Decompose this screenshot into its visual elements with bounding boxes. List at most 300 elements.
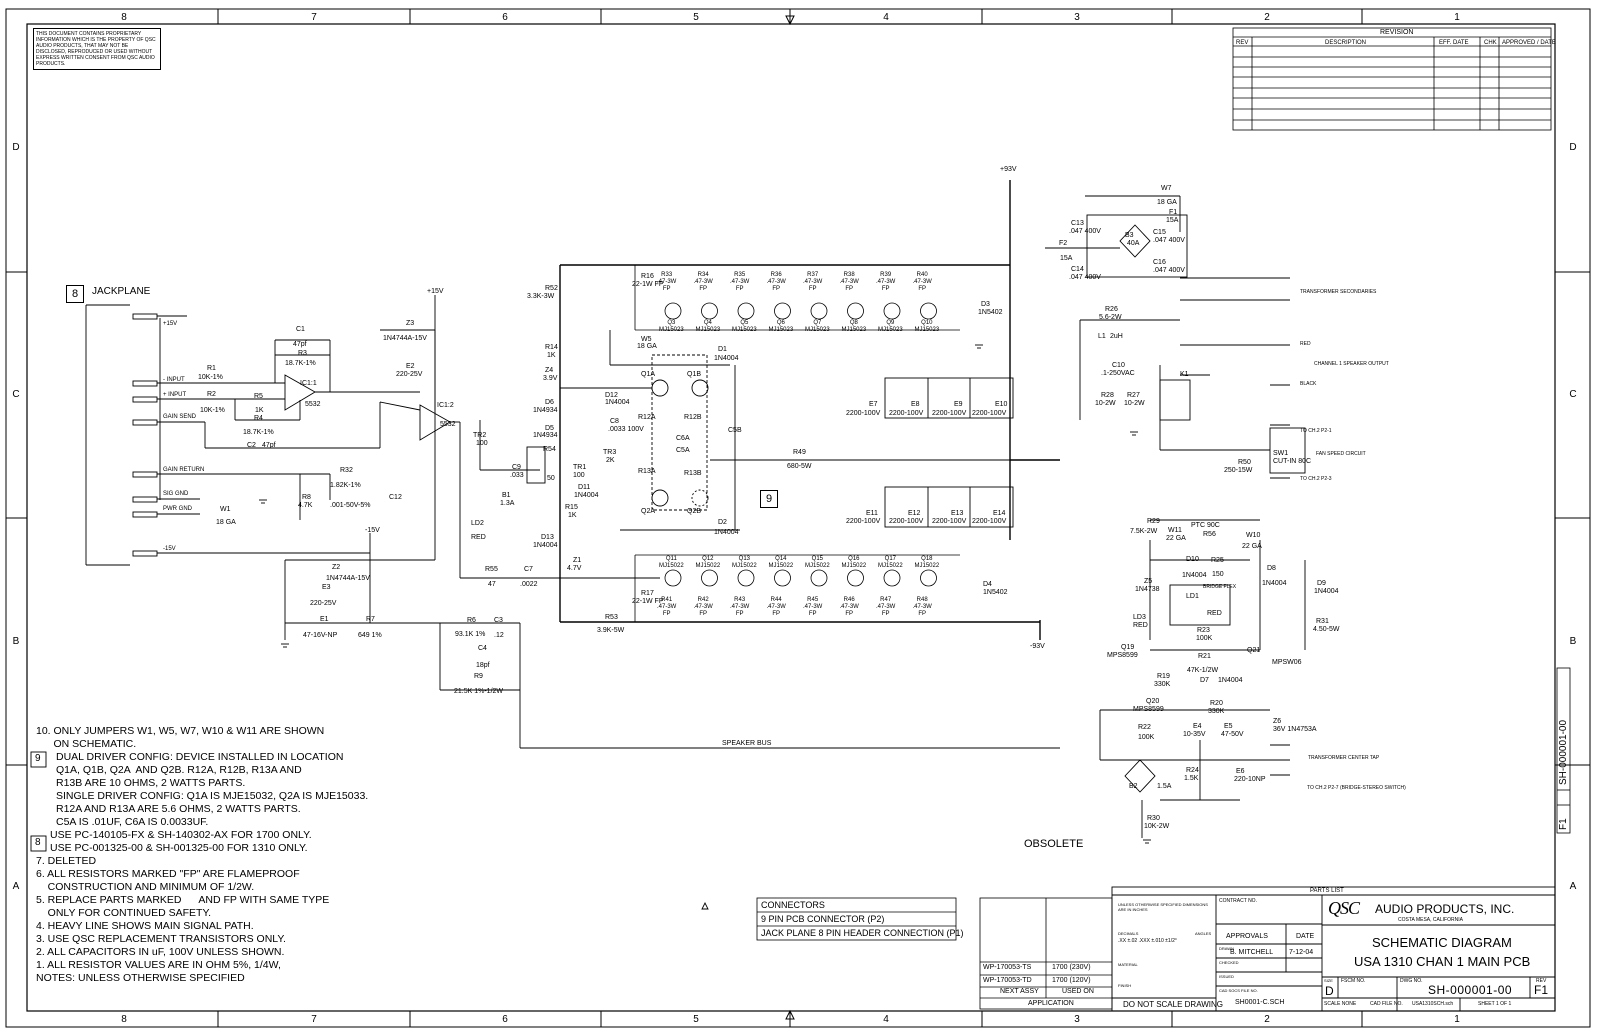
- value-d5: 1N4934: [533, 432, 558, 439]
- lower-transistor-q11: [665, 570, 681, 586]
- angles-label: ANGLES: [1195, 931, 1212, 936]
- p1-pin-sig-gnd: SIG GND: [163, 491, 189, 497]
- zone-top-3: 3: [1074, 12, 1080, 23]
- upper-transistor-q7: [811, 303, 827, 319]
- upper-transistor-q8: [848, 303, 864, 319]
- value-r20: 330K: [1208, 708, 1225, 715]
- value-r16: 22-1W FP: [632, 281, 664, 288]
- value-b2: 1.5A: [1157, 783, 1172, 790]
- lower-transistor-label-q17: Q17 MJ15022: [878, 556, 903, 569]
- upper-transistor-label-q3: Q3 MJ15023: [659, 320, 684, 333]
- label-r50: R50: [1238, 459, 1251, 466]
- upper-resistor-r37: R37 .47-3W FP: [803, 272, 823, 292]
- upper-transistor-q5: [738, 303, 754, 319]
- zone-bottom-3: 3: [1074, 1014, 1080, 1025]
- notes-header: NOTES: UNLESS OTHERWISE SPECIFIED: [36, 972, 245, 984]
- rail-minus15: -15V: [365, 527, 380, 534]
- value-c16: .047 400V: [1153, 267, 1185, 274]
- value-d3: 1N5402: [978, 309, 1003, 316]
- value-r49: 680-5W: [787, 463, 812, 470]
- zone-left-c: C: [12, 389, 20, 400]
- scale-value: SCALE NONE: [1324, 1001, 1357, 1007]
- note-9d: SINGLE DRIVER CONFIG: Q1A IS MJE15032, Q2A IS MJE15033.: [56, 790, 369, 802]
- note-9a: DUAL DRIVER CONFIG: DEVICE INSTALLED IN LOCATION: [56, 751, 344, 763]
- label-e11: E11: [866, 510, 878, 517]
- note-4: 4. HEAVY LINE SHOWS MAIN SIGNAL PATH.: [36, 920, 254, 932]
- upper-resistor-r39: R39 .47-3W FP: [876, 272, 896, 292]
- value-r26: 5.6-2W: [1099, 314, 1122, 321]
- value-c8: .0033 100V: [608, 426, 644, 433]
- zone-right-c: C: [1569, 389, 1577, 400]
- label-sw1: SW1: [1273, 450, 1289, 457]
- value-e5: 47-50V: [1221, 731, 1244, 738]
- value-e3: 220-25V: [310, 600, 337, 607]
- value-tr1: 100: [573, 472, 585, 479]
- upper-transistor-q6: [775, 303, 791, 319]
- zone-top-8: 8: [121, 12, 127, 23]
- lower-transistor-label-q18: Q18 MJ15022: [914, 556, 940, 569]
- label-z6: Z6: [1273, 718, 1282, 725]
- zone-bottom-8: 8: [121, 1014, 127, 1025]
- lower-transistor-q15: [811, 570, 827, 586]
- label-d11: D11: [578, 484, 591, 491]
- label-d7: D7: [1200, 677, 1209, 684]
- zone-bottom-1: 1: [1454, 1014, 1460, 1025]
- note-3: 3. USE QSC REPLACEMENT TRANSISTORS ONLY.: [36, 933, 286, 945]
- value-e11: 2200-100V: [846, 518, 881, 525]
- label-r12b: R12B: [684, 414, 702, 421]
- lower-transistor-label-q13: Q13 MJ15022: [732, 556, 757, 569]
- label-c16: C16: [1153, 259, 1166, 266]
- label-q19: Q19: [1121, 644, 1135, 651]
- label-w11: W11: [1168, 527, 1182, 534]
- value-c1: 47pf: [293, 341, 307, 348]
- drawn-label: DRAWN: [1219, 946, 1234, 951]
- label-q2a: Q2A: [641, 508, 656, 515]
- company-name: AUDIO PRODUCTS, INC.: [1375, 902, 1515, 916]
- label-d1: D1: [718, 346, 727, 353]
- zone-bottom-4: 4: [883, 1014, 889, 1025]
- value-ld3: RED: [1133, 622, 1148, 629]
- value-r31: 4.50-5W: [1313, 626, 1340, 633]
- upper-transistor-label-q9: Q9 MJ15023: [878, 320, 903, 333]
- value-c14: .047 400V: [1069, 274, 1101, 281]
- zone-left-b: B: [12, 636, 20, 647]
- do-not-scale: DO NOT SCALE DRAWING: [1123, 1000, 1224, 1009]
- label-d10: D10: [1186, 556, 1199, 563]
- label-r1: R1: [207, 365, 216, 372]
- value-sw1: CUT-IN 80C: [1273, 458, 1312, 465]
- value-d1: 1N4004: [714, 355, 739, 362]
- lower-transistor-q14: [775, 570, 791, 586]
- rail-minus93: -93V: [1030, 643, 1045, 650]
- value-q20: MPS8599: [1133, 706, 1164, 713]
- p2-bridge-stereo: TO CH.2 P2-7 (BRIDGE-STEREO SWITCH): [1307, 785, 1406, 791]
- label-e12: E12: [908, 510, 921, 517]
- value-e6: 220-10NP: [1234, 776, 1266, 783]
- value-ic1-1: 5532: [305, 401, 321, 408]
- drawing-number: SH-000001-00: [1428, 983, 1513, 997]
- label-c1: C1: [296, 326, 305, 333]
- lower-resistor-r47: R47 .47-3W FP: [876, 597, 896, 617]
- label-r32: R32: [340, 467, 353, 474]
- value-c10: .1-250VAC: [1101, 370, 1135, 377]
- lower-resistor-r44: R44 .47-3W FP: [766, 597, 786, 617]
- note-9f: C5A IS .01UF, C6A IS 0.0033UF.: [56, 816, 209, 828]
- zone-bottom-6: 6: [502, 1014, 508, 1025]
- drawn-date: 7-12-04: [1289, 949, 1314, 956]
- label-r52: R52: [545, 285, 558, 292]
- value-e12: 2200-100V: [889, 518, 924, 525]
- value-z6: 36V 1N4753A: [1273, 726, 1317, 733]
- label-ld1: LD1: [1186, 593, 1199, 600]
- app-row2-a: WP-170053-TD: [983, 977, 1032, 984]
- lower-resistor-r45: R45 .47-3W FP: [803, 597, 823, 617]
- side-rev: F1: [1558, 818, 1569, 830]
- label-e13: E13: [951, 510, 964, 517]
- value-d12: 1N4004: [605, 399, 630, 406]
- label-d13: D13: [541, 534, 554, 541]
- label-w7: W7: [1161, 185, 1172, 192]
- value-r27: 10-2W: [1124, 400, 1145, 407]
- label-z1: Z1: [573, 557, 582, 564]
- value-e8: 2200-100V: [889, 410, 924, 417]
- value-e14: 2200-100V: [972, 518, 1007, 525]
- value-r2: 10K-1%: [200, 407, 225, 414]
- lower-transistor-q16: [848, 570, 864, 586]
- value-e10: 2200-100V: [972, 410, 1007, 417]
- connectors-title: CONNECTORS: [761, 900, 825, 910]
- value-r30: 10K-2W: [1144, 823, 1170, 830]
- p1-pin-plus15: +15V: [163, 321, 178, 327]
- p1-pin-minus15: -15V: [163, 546, 176, 552]
- upper-transistor-label-q10: Q10 MJ15023: [914, 320, 940, 333]
- note-5b: ONLY FOR CONTINUED SAFETY.: [36, 907, 212, 919]
- lower-transistor-q13: [738, 570, 754, 586]
- label-e6: E6: [1236, 768, 1245, 775]
- value-e4: 10-35V: [1183, 731, 1206, 738]
- label-r5: R5: [254, 393, 263, 400]
- value-c9: .033: [510, 472, 524, 479]
- value-q21: MPSW06: [1272, 659, 1302, 666]
- revision-col-date: EFF. DATE: [1439, 40, 1469, 46]
- lower-transistor-label-q16: Q16 MJ15022: [841, 556, 867, 569]
- lower-transistor-label-q15: Q15 MJ15022: [805, 556, 830, 569]
- label-c2: C2: [247, 442, 256, 449]
- value-r5: 1K: [255, 407, 264, 414]
- p1-pin-gain-return: GAIN RETURN: [163, 467, 205, 473]
- label-r15: R15: [565, 504, 578, 511]
- value-w7: 18 GA: [1157, 199, 1177, 206]
- value-r7: 649 1%: [358, 632, 382, 639]
- label-ic1-2: IC1:2: [437, 402, 454, 409]
- label-r55: R55: [485, 566, 498, 573]
- label-b2: B2: [1129, 783, 1138, 790]
- value-ic1-2: 5532: [440, 421, 456, 428]
- label-f1: F1: [1169, 209, 1178, 216]
- tolerance-values: .XX ±.02 .XXX ±.010 ±1/2°: [1118, 938, 1177, 944]
- rail-plus15: +15V: [427, 288, 444, 295]
- label-l1: L1: [1098, 333, 1106, 340]
- upper-transistor-label-q6: Q6 MJ15023: [768, 320, 794, 333]
- value-d13: 1N4004: [533, 542, 558, 549]
- zone-right-a: A: [1569, 881, 1577, 892]
- label-r24: R24: [1186, 767, 1199, 774]
- label-r54: R54: [543, 446, 556, 453]
- upper-transistor-q9: [884, 303, 900, 319]
- size-value: D: [1325, 984, 1334, 998]
- label-q21: Q21: [1247, 647, 1261, 654]
- label-q2b: Q2B: [687, 508, 702, 515]
- label-e7: E7: [869, 401, 878, 408]
- value-r1: 10K-1%: [198, 374, 223, 381]
- zone-top-2: 2: [1264, 12, 1270, 23]
- value-d8: 1N4004: [1262, 580, 1287, 587]
- upper-transistor-q4: [702, 303, 718, 319]
- upper-resistor-r35: R35 .47-3W FP: [730, 272, 750, 292]
- cad-label: CAD SOCS FILE NO.: [1219, 988, 1258, 993]
- label-r13a: R13A: [638, 468, 656, 475]
- p1-pin-gain-send: GAIN SEND: [163, 414, 197, 420]
- note-9c: R13B ARE 10 OHMS, 2 WATTS PARTS.: [56, 777, 246, 789]
- label-b1: B1: [502, 492, 511, 499]
- p1-pin-minus-input: - INPUT: [163, 377, 185, 383]
- lower-resistor-r42: R42 .47-3W FP: [693, 597, 713, 617]
- label-f2: F2: [1059, 240, 1068, 247]
- label-q1a: Q1A: [641, 371, 656, 378]
- lower-transistor-q12: [702, 570, 718, 586]
- label-d4: D4: [983, 581, 992, 588]
- upper-resistor-r34: R34 .47-3W FP: [693, 272, 713, 292]
- revision-col-rev: REV: [1236, 40, 1249, 46]
- value-w10: 22 GA: [1242, 543, 1262, 550]
- value-c2: 47pf: [262, 442, 276, 449]
- value-c3: .12: [494, 632, 504, 639]
- label-w10: W10: [1246, 532, 1261, 539]
- note-2: 2. ALL CAPACITORS IN uF, 100V UNLESS SHOWN.: [36, 946, 285, 958]
- bridge-flex-label: BRIDGE FLEX: [1203, 584, 1237, 590]
- lower-transistor-q17: [884, 570, 900, 586]
- lower-resistor-r46: R46 .47-3W FP: [839, 597, 859, 617]
- p2-to-ch2-p2-1: TO CH.2 P2-1: [1300, 428, 1332, 434]
- label-e14: E14: [993, 510, 1006, 517]
- connectors-row-p2: 9 PIN PCB CONNECTOR (P2): [761, 914, 885, 924]
- lower-transistor-q18: [921, 570, 937, 586]
- issued-label: ISSUED: [1219, 974, 1234, 979]
- value-r29: 7.5K-2W: [1130, 528, 1158, 535]
- value-d10: 1N4004: [1182, 572, 1207, 579]
- zone-left-a: A: [12, 881, 20, 892]
- rev-label: REV: [1536, 978, 1547, 984]
- label-r19: R19: [1157, 673, 1170, 680]
- value-r4: 18.7K-1%: [243, 429, 274, 436]
- speaker-bus-label: SPEAKER BUS: [722, 740, 772, 747]
- label-e9: E9: [954, 401, 963, 408]
- upper-resistor-r40: R40 .47-3W FP: [912, 272, 932, 292]
- zone-top-7: 7: [311, 12, 317, 23]
- finish-label: FINISH: [1118, 983, 1132, 988]
- label-r12a: R12A: [638, 414, 656, 421]
- label-e3: E3: [322, 584, 331, 591]
- label-z5: Z5: [1144, 578, 1153, 585]
- value-r9: 21.5K 1%-1/2W: [454, 688, 504, 695]
- label-c3: C3: [494, 617, 503, 624]
- tolerance-text: UNLESS OTHERWISE SPECIFIED DIMENSIONS ARE IN INCHES: [1118, 902, 1208, 912]
- note-9b: Q1A, Q1B, Q2A AND Q2B. R12A, R12B, R13A AND: [56, 764, 302, 776]
- drawing-title-1: SCHEMATIC DIAGRAM: [1372, 935, 1512, 950]
- upper-resistor-r33: R33 .47-3W FP: [657, 272, 677, 292]
- label-d6: D6: [545, 399, 554, 406]
- value-w1: 18 GA: [216, 519, 236, 526]
- zone-top-6: 6: [502, 12, 508, 23]
- value-r52: 3.3K-3W: [527, 293, 555, 300]
- value-r8: 4.7K: [298, 502, 313, 509]
- label-q20: Q20: [1146, 698, 1160, 705]
- jackplane-label: JACKPLANE: [92, 286, 151, 297]
- label-d12: D12: [605, 392, 618, 399]
- qsc-logo: QSC: [1328, 898, 1360, 918]
- label-z3: Z3: [406, 320, 415, 327]
- label-k1: K1: [1180, 371, 1189, 378]
- value-e9: 2200-100V: [932, 410, 967, 417]
- note-1: 1. ALL RESISTOR VALUES ARE IN OHM 5%, 1/4W,: [36, 959, 281, 971]
- label-ic1-1: IC1:1: [300, 380, 317, 387]
- label-w1: W1: [220, 506, 231, 513]
- zone-right-d: D: [1569, 142, 1577, 153]
- label-e4: E4: [1193, 723, 1202, 730]
- value-f2: 15A: [1060, 255, 1073, 262]
- p2-transformer-center-tap: TRANSFORMER CENTER TAP: [1308, 755, 1380, 761]
- label-c14: C14: [1071, 266, 1084, 273]
- value-d6: 1N4934: [533, 407, 558, 414]
- label-r20: R20: [1210, 700, 1223, 707]
- label-e1: E1: [320, 616, 329, 623]
- parts-list-label: PARTS LIST: [1310, 888, 1344, 894]
- value-c15: .047 400V: [1153, 237, 1185, 244]
- value-r32: 1.82K-1%: [330, 482, 361, 489]
- label-d8: D8: [1267, 565, 1276, 572]
- upper-transistor-label-q8: Q8 MJ15023: [841, 320, 867, 333]
- value-r15: 1K: [568, 512, 577, 519]
- material-label: MATERIAL: [1118, 962, 1138, 967]
- value-r21: 47K-1/2W: [1187, 667, 1219, 674]
- value-z2: 1N4744A-15V: [326, 575, 370, 582]
- label-r29: R29: [1147, 518, 1160, 525]
- value-c12: .001-50V-5%: [330, 502, 371, 509]
- lower-transistor-label-q11: Q11 MJ15022: [659, 556, 684, 569]
- label-q1b: Q1B: [687, 371, 702, 378]
- label-c6a: C6A: [676, 435, 690, 442]
- upper-transistor-label-q5: Q5 MJ15023: [732, 320, 757, 333]
- p1-pin-plus-input: + INPUT: [163, 392, 187, 398]
- label-ld3: LD3: [1133, 614, 1146, 621]
- value-c7: .0022: [520, 581, 538, 588]
- p2-speaker-output: CHANNEL 1 SPEAKER OUTPUT: [1314, 361, 1389, 367]
- upper-resistor-r36: R36 .47-3W FP: [766, 272, 786, 292]
- note-6b: CONSTRUCTION AND MINIMUM OF 1/2W.: [36, 881, 255, 893]
- label-c15: C15: [1153, 229, 1166, 236]
- value-d11: 1N4004: [574, 492, 599, 499]
- company-city: COSTA MESA, CALIFORNIA: [1398, 917, 1463, 923]
- lower-transistor-label-q14: Q14 MJ15022: [768, 556, 794, 569]
- dwg-label: DWG NO.: [1400, 978, 1423, 984]
- zone-bottom-2: 2: [1264, 1014, 1270, 1025]
- jackplane-badge: 8: [66, 285, 84, 303]
- value-f1: 15A: [1166, 217, 1179, 224]
- label-ld2: LD2: [471, 520, 484, 527]
- note-badge-9: 9: [35, 753, 41, 764]
- value-e2: 220-25V: [396, 371, 423, 378]
- label-d2: D2: [718, 519, 727, 526]
- checked-label: CHECKED: [1219, 960, 1239, 965]
- label-r22: R22: [1138, 724, 1151, 731]
- app-used-on: USED ON: [1062, 988, 1094, 995]
- app-footer: APPLICATION: [1028, 1000, 1074, 1007]
- label-c5a: C5A: [676, 447, 690, 454]
- label-c8: C8: [610, 418, 619, 425]
- note-5a: 5. REPLACE PARTS MARKED AND FP WITH SAME TYPE: [36, 894, 330, 906]
- label-r28: R28: [1101, 392, 1114, 399]
- zone-right-b: B: [1569, 636, 1577, 647]
- label-r21: R21: [1198, 653, 1211, 660]
- fscm-label: FSCM NO.: [1341, 978, 1366, 984]
- rev-value: F1: [1534, 983, 1549, 997]
- label-b3: B3: [1125, 232, 1134, 239]
- decimals-label: DECIMALS: [1118, 931, 1139, 936]
- value-d4: 1N5402: [983, 589, 1008, 596]
- label-c13: C13: [1071, 220, 1084, 227]
- value-b3: 40A: [1127, 240, 1140, 247]
- label-d5: D5: [545, 425, 554, 432]
- app-row1-a: WP-170053-TS: [983, 964, 1032, 971]
- value-r50: 250-15W: [1224, 467, 1253, 474]
- zone-bottom-7: 7: [311, 1014, 317, 1025]
- lower-resistor-r48: R48 .47-3W FP: [912, 597, 932, 617]
- label-r13b: R13B: [684, 470, 702, 477]
- connectors-row-p1: JACK PLANE 8 PIN HEADER CONNECTION (P1): [761, 928, 964, 938]
- label-r7: R7: [366, 616, 375, 623]
- p1-pin-pwr-gnd: PWR GND: [163, 506, 192, 512]
- label-r6: R6: [467, 617, 476, 624]
- upper-transistor-label-q7: Q7 MJ15023: [805, 320, 830, 333]
- value-tr2: 100: [476, 440, 488, 447]
- label-z2: Z2: [332, 564, 341, 571]
- value-z5: 1N4738: [1135, 586, 1160, 593]
- side-drawing-number: SH-000001-00: [1558, 719, 1569, 785]
- label-tr1: TR1: [573, 464, 587, 471]
- value-z1: 4.7V: [567, 565, 582, 572]
- drawn-by: B. MITCHELL: [1230, 949, 1274, 956]
- lower-resistor-r43: R43 .47-3W FP: [730, 597, 750, 617]
- label-c9: C9: [512, 464, 521, 471]
- p2-black: BLACK: [1300, 381, 1317, 387]
- zone-top-1: 1: [1454, 12, 1460, 23]
- value-r53: 3.9K-5W: [597, 627, 625, 634]
- label-r25: R25: [1211, 557, 1224, 564]
- revision-col-approved: APPROVED / DATE: [1502, 40, 1556, 46]
- note-8b: USE PC-001325-00 & SH-001325-00 FOR 1310 ONLY.: [50, 842, 308, 854]
- label-c7: C7: [524, 566, 533, 573]
- cadfile-label: CAD FILE NO.: [1370, 1001, 1403, 1007]
- note-10a: 10. ONLY JUMPERS W1, W5, W7, W10 & W11 ARE SHOWN: [36, 725, 325, 737]
- value-e7: 2200-100V: [846, 410, 881, 417]
- label-r2: R2: [207, 391, 216, 398]
- note-badge-8: 8: [35, 837, 41, 848]
- cadfile-value: USA1310SCH.sch: [1412, 1001, 1454, 1007]
- obsolete-label: OBSOLETE: [1024, 838, 1084, 850]
- lower-transistor-label-q12: Q12 MJ15022: [695, 556, 721, 569]
- value-r17: 22-1W FP: [632, 598, 664, 605]
